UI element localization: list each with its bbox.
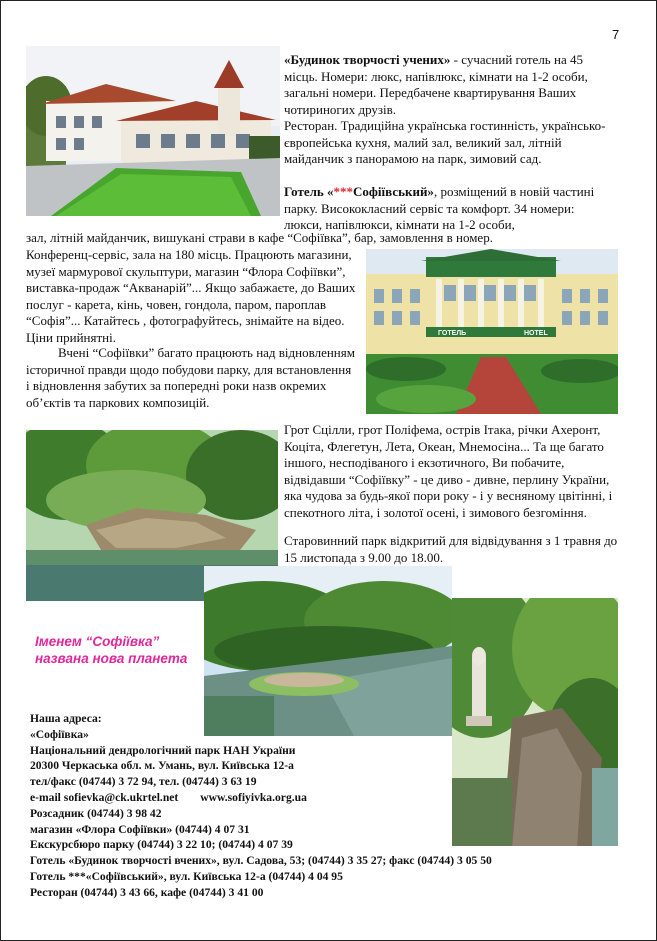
address-postal: 20300 Черкаська обл. м. Умань, вул. Київська 12-а <box>30 759 294 773</box>
address-email-web-row <box>30 790 492 806</box>
park-paragraph: Грот Сцілли, грот Поліфема, острів Ітака, річки Ахеронт, Коціта, Флегетун, Лета, Океан, Мнемосіна... Та ще багато іншого, несподіваного і екзотичного, Ви побачите, відвідавши “Софіївку” - це диво - дивне, перлину України, яка чудова за будь-якої пори року - і у весняному цвітінні, і спекотного літа, і золотої осені, і зимового безгоміння. <box>284 422 613 520</box>
services-paragraph: Конференц-сервіс, зала на 180 місць. Працюють магазини, музеї мармурової скульптури, магазин “Флора Софіївки”, виставка-продаж “Акванарій”... Якщо забажаєте, до Ваших послуг - карета, кінь, човен, гондола, паром, пароплав “Софія”... Катайтесь , фотографуйтесь, знімайте на відео. Ціни прийнятні. <box>26 247 356 345</box>
restaurant-paragraph: Ресторан. Традиційна українська гостинність, українсько-європейська кухня, малий зал, великий зал, літній майданчик з панорамою на парк, зимовий сад. <box>284 118 606 167</box>
hotel-sofiyivskyi-prefix: Готель « <box>284 184 334 199</box>
photo-hotel-sofiyivskyi <box>366 249 618 414</box>
address-restaurant: Ресторан (04744) 3 43 66, кафе (04744) 3 41 00 <box>30 885 264 899</box>
hotel-students-paragraph <box>284 52 614 118</box>
new-planet-caption <box>35 633 187 667</box>
new-planet-line1: Іменем “Софіївка” <box>35 634 160 649</box>
hotel-sofiyivskyi-name: Софіївський» <box>353 184 434 199</box>
hotel-sofiyivskyi-text: , розміщений в новій частині парку. Висококласний сервіс та комфорт. 34 номери: люкси, напівлюкси, кімнати на 1-2 особи, <box>284 184 595 233</box>
address-org-short: «Софіївка» <box>30 727 89 741</box>
address-phones: тел/факс (04744) 3 72 94, тел. (04744) 3 63 19 <box>30 775 257 789</box>
address-excursion: Екскурсбюро парку (04744) 3 22 10; (04744) 4 07 39 <box>30 838 293 852</box>
hotel-students-name: «Будинок творчості учених» <box>284 52 451 67</box>
address-heading: Наша адреса: <box>30 712 102 725</box>
address-hotel1: Готель «Будинок творчості вчених», вул. Садова, 53; (04744) 3 35 27; факс (04744) 3 05 50 <box>30 854 492 868</box>
hotel-sign-left: ГОТЕЛЬ <box>438 330 467 337</box>
address-email[interactable]: e-mail sofievka@ck.ukrtel.net <box>30 790 179 804</box>
address-website[interactable]: www.sofiyivka.org.ua <box>200 790 307 804</box>
scientists-paragraph: Вчені “Софіївки” багато працюють над відновленням історичної правди щодо побудови парку, для встановлення і відновлення забутих за попередні роки назв окремих об’єктів та паркових композицій. <box>26 345 355 410</box>
new-planet-line2: названа нова планета <box>35 651 188 666</box>
hotel-stars: *** <box>333 184 354 199</box>
opening-hours-paragraph: Старовинний парк відкритий для відвідування з 1 травня до 15 листопада з 9.00 до 18.00. <box>284 533 618 565</box>
hotel-amenities-line: зал, літній майданчик, вишукані страви в кафе “Софіївка”, бар, замовлення в номер. <box>26 230 493 245</box>
page-number: 7 <box>612 27 620 42</box>
address-hotel2: Готель ***«Софіївський», вул. Київська 12-а (04744) 4 04 95 <box>30 869 343 883</box>
address-nursery: Розсадник (04744) 3 98 42 <box>30 806 162 820</box>
address-shop: магазин «Флора Софіївки» (04744) 4 07 31 <box>30 822 250 836</box>
hotel-sofiyivskyi-paragraph <box>284 184 614 234</box>
hotel-sign-right: HOTEL <box>524 330 548 337</box>
hotel-students-intro: - сучасний готель на 45 місць. Номери: люкс, напівлюкс, кімнати на 1-2 особи, загальні номери. Передбачене квартирування Ваших чотириногих друзів. <box>284 52 588 117</box>
contact-address-block <box>30 711 492 901</box>
photo-scientists-house <box>26 46 280 216</box>
address-org-full: Національний дендрологічний парк НАН України <box>30 743 296 757</box>
